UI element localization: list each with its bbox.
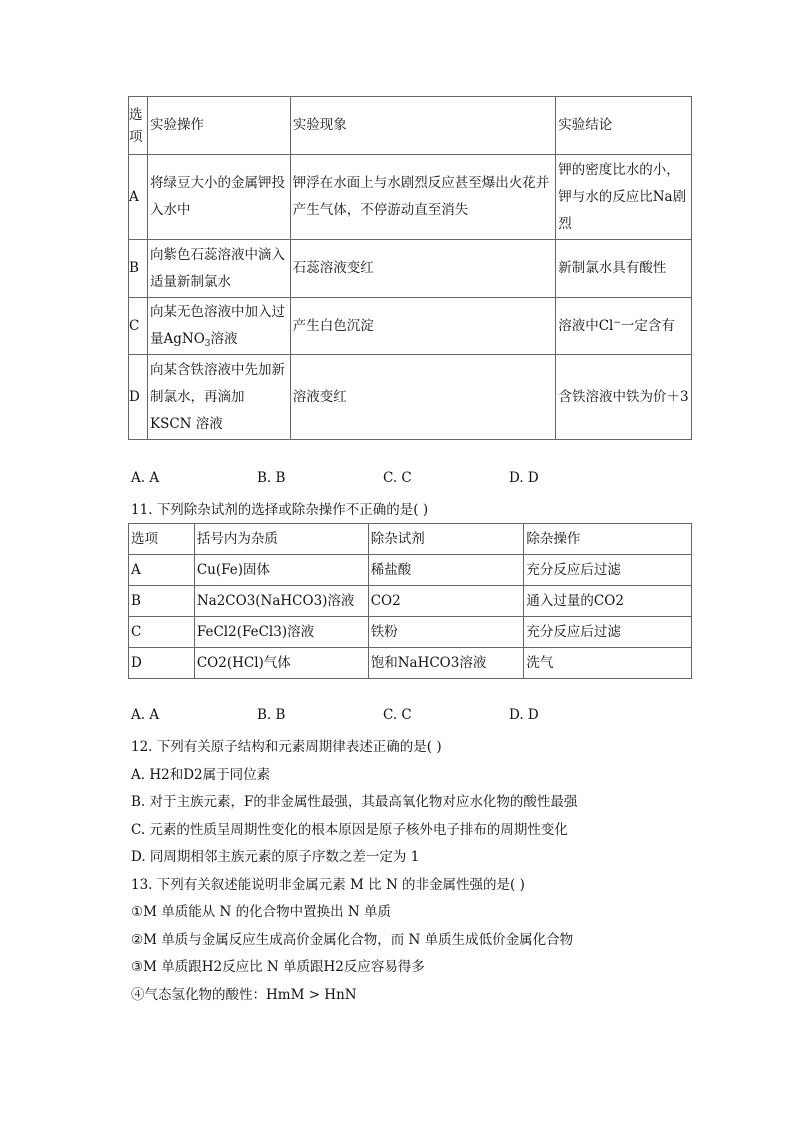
option-c[interactable]: C. C: [383, 470, 412, 486]
row-option: A: [129, 555, 195, 586]
q13-stem: 13. 下列有关叙述能说明非金属元素 M 比 N 的非金属性强的是( ): [131, 877, 525, 893]
q11-stem: 11. 下列除杂试剂的选择或除杂操作不正确的是( ): [131, 502, 429, 518]
row-operation: 向紫色石蕊溶液中滴入适量新制氯水: [147, 240, 290, 298]
q12-stem: 12. 下列有关原子结构和元素周期律表述正确的是( ): [131, 739, 442, 755]
table-row: [129, 155, 692, 240]
header-phenomenon: 实验现象: [290, 97, 555, 155]
impurity-table: [128, 523, 692, 679]
q13-item-4: ④气态氢化物的酸性：HmM > HnN: [131, 987, 357, 1003]
table-row: [129, 648, 692, 679]
option-b[interactable]: B. B: [257, 707, 286, 723]
concl-text-end: 一定含有: [620, 317, 675, 334]
table-row: [129, 555, 692, 586]
row-option: D: [129, 648, 195, 679]
experiment-table: [128, 96, 692, 440]
header-reagent: 除杂试剂: [368, 524, 524, 555]
op-text-end: 溶液: [210, 331, 238, 347]
option-b[interactable]: B. B: [257, 470, 286, 486]
concl-superscript: −: [613, 317, 621, 328]
q13-item-1: ①M 单质能从 N 的化合物中置换出 N 单质: [131, 904, 392, 920]
q13-item-2: ②M 单质与金属反应生成高价金属化合物，而 N 单质生成低价金属化合物: [131, 932, 574, 948]
row-reagent: CO2: [368, 586, 524, 617]
q10-options: [131, 470, 635, 486]
row-operation: 洗气: [524, 648, 692, 679]
q12-option-c[interactable]: C. 元素的性质呈周期性变化的根本原因是原子核外电子排布的周期性变化: [131, 822, 568, 838]
row-phenomenon: 产生白色沉淀: [290, 298, 555, 355]
row-option: C: [129, 298, 148, 355]
op-text: 向某无色溶液中加入过量AgNO: [149, 304, 285, 347]
row-impurity: FeCl2(FeCl3)溶液: [194, 617, 368, 648]
row-conclusion: 钾的密度比水的小，钾与水的反应比Na剧烈: [556, 155, 692, 240]
op-subscript: 3: [204, 339, 211, 349]
q12-option-d[interactable]: D. 同周期相邻主族元素的原子序数之差一定为 1: [131, 849, 420, 865]
row-operation: 充分反应后过滤: [524, 617, 692, 648]
header-operation: 除杂操作: [524, 524, 692, 555]
q12-option-a[interactable]: A. H2和D2属于同位素: [131, 767, 271, 783]
row-reagent: 铁粉: [368, 617, 524, 648]
row-operation: 向某含铁溶液中先加新制氯水，再滴加 KSCN 溶液: [147, 355, 290, 440]
row-operation: 充分反应后过滤: [524, 555, 692, 586]
row-conclusion: 含铁溶液中铁为价＋3: [556, 355, 692, 440]
row-conclusion: 新制氯水具有酸性: [556, 240, 692, 298]
table-row: [129, 298, 692, 355]
option-c[interactable]: C. C: [383, 707, 412, 723]
q12-option-b[interactable]: B. 对于主族元素，F的非金属性最强，其最高氧化物对应水化物的酸性最强: [131, 794, 578, 810]
option-d[interactable]: D. D: [509, 707, 539, 723]
q13-item-3: ③M 单质跟H2反应比 N 单质跟H2反应容易得多: [131, 959, 425, 975]
row-operation: 将绿豆大小的金属钾投入水中: [147, 155, 290, 240]
row-option: D: [129, 355, 148, 440]
row-option: A: [129, 155, 148, 240]
row-phenomenon: 溶液变红: [290, 355, 555, 440]
table-header-row: [129, 97, 692, 155]
row-conclusion: [556, 298, 692, 355]
concl-text: 溶液中Cl: [558, 317, 614, 334]
row-option: C: [129, 617, 195, 648]
table-row: [129, 355, 692, 440]
option-a[interactable]: A. A: [131, 470, 160, 486]
row-phenomenon: 钾浮在水面上与水剧烈反应甚至爆出火花并产生气体，不停游动直至消失: [290, 155, 555, 240]
row-impurity: Na2CO3(NaHCO3)溶液: [194, 586, 368, 617]
row-phenomenon: 石蕊溶液变红: [290, 240, 555, 298]
table-row: [129, 586, 692, 617]
row-reagent: 稀盐酸: [368, 555, 524, 586]
option-a[interactable]: A. A: [131, 707, 160, 723]
row-option: B: [129, 240, 148, 298]
table-row: [129, 240, 692, 298]
row-operation: 通入过量的CO2: [524, 586, 692, 617]
option-d[interactable]: D. D: [509, 470, 539, 486]
header-conclusion: 实验结论: [556, 97, 692, 155]
row-impurity: Cu(Fe)固体: [194, 555, 368, 586]
header-impurity: 括号内为杂质: [194, 524, 368, 555]
row-option: B: [129, 586, 195, 617]
table-header-row: [129, 524, 692, 555]
row-impurity: CO2(HCl)气体: [194, 648, 368, 679]
row-operation: [147, 298, 290, 355]
header-option: 选项: [129, 97, 148, 155]
header-option: 选项: [129, 524, 195, 555]
header-operation: 实验操作: [147, 97, 290, 155]
table-row: [129, 617, 692, 648]
q11-options: [131, 707, 635, 723]
row-reagent: 饱和NaHCO3溶液: [368, 648, 524, 679]
